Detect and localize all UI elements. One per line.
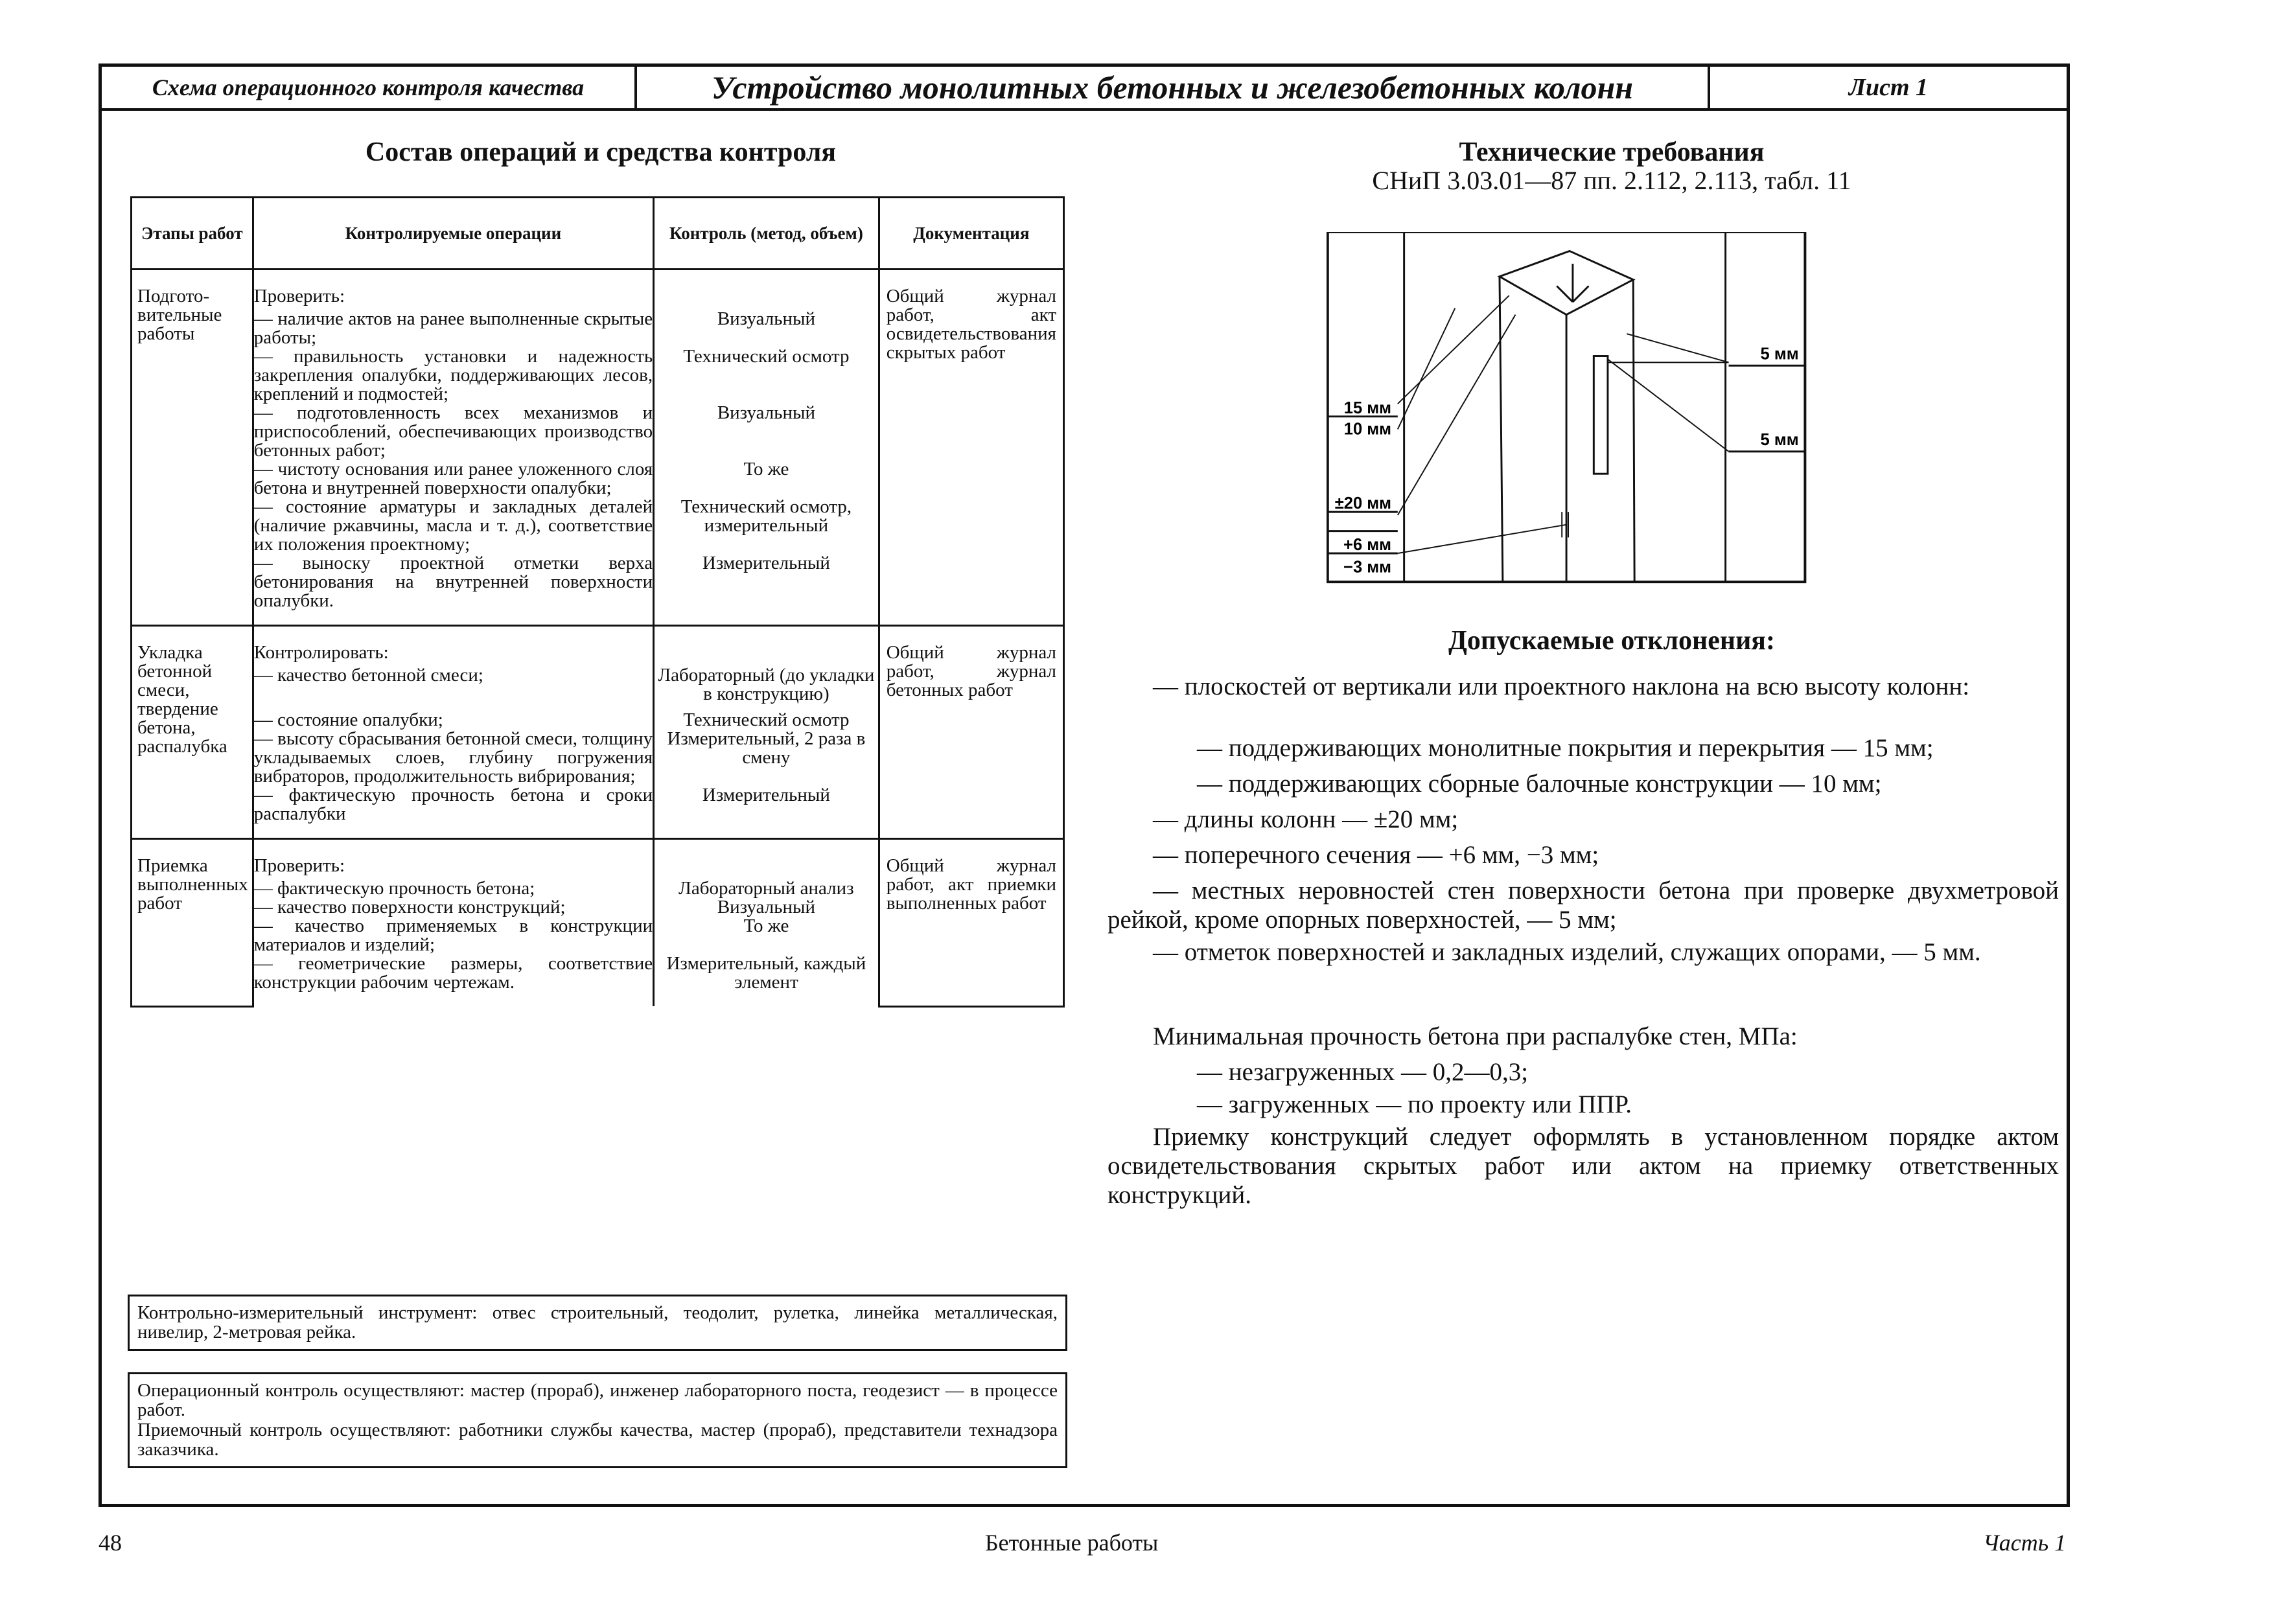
stage-cell: Приемка выполненных работ [132, 839, 253, 1007]
operation-text: — фактическую прочность бетона и сроки распалубки [253, 786, 653, 839]
strength-title: Минимальная прочность бетона при распалубке стен, МПа: [1153, 1022, 1798, 1050]
operation-text: — качество применяемых в конструкции материалов и изделий; [253, 916, 653, 955]
operations-table [130, 196, 1065, 1008]
lead-text: Проверить: [253, 270, 653, 310]
label-15mm: 15 мм [1343, 398, 1391, 417]
label-minus3mm: −3 мм [1343, 558, 1391, 577]
part-label: Часть 1 [1983, 1530, 2067, 1556]
tools-box: Контрольно-измерительный инструмент: отвес строительный, теодолит, рулетка, линейка металлическая, нивелир, 2-метровая рейка. [128, 1295, 1067, 1351]
lead-text: Контролировать: [253, 626, 653, 667]
col-header-operations: Контролируемые операции [253, 198, 653, 270]
control-text: Визуальный [654, 898, 879, 917]
col-header-control: Контроль (метод, объем) [654, 198, 879, 270]
table-header-row [132, 198, 1064, 270]
header-sheet: Лист 1 [1848, 74, 1929, 101]
control-text: Технический осмотр [654, 347, 879, 404]
operation-text: — выноску проектной отметки верха бетонирования на внутренней поверхности опалубки. [253, 554, 653, 626]
table-row [132, 626, 1064, 667]
control-text: Измерительный, каждый элемент [654, 954, 879, 1006]
control-text: Измерительный, 2 раза в смену [654, 730, 879, 786]
page-number: 48 [99, 1530, 122, 1556]
control-text: То же [654, 460, 879, 498]
control-text: Измерительный [654, 786, 879, 839]
control-text: Визуальный [654, 404, 879, 460]
deviation-b: — поддерживающих сборные балочные конструкции — 10 мм; [1197, 770, 1882, 798]
lead-text: Проверить: [253, 839, 653, 880]
operation-text: — чистоту основания или ранее уложенного слоя бетона и внутренней поверхности опалубки; [253, 459, 653, 498]
operation-text: — подготовленность всех механизмов и приспособлений, обеспечивающих производство бетонных работ; [253, 402, 653, 461]
operation-text: — состояние арматуры и закладных деталей (наличие ржавчины, масла и т. д.), соответствие их положения проектному; [253, 496, 653, 555]
column-diagram [1327, 232, 1813, 588]
label-5mm-a: 5 мм [1760, 345, 1799, 363]
deviation-e: — местных неровностей стен поверхности бетона при проверке двухметровой рейкой, кроме опорных поверхностей, — 5 мм; [1107, 877, 2059, 934]
label-5mm-b: 5 мм [1760, 431, 1799, 450]
operation-text: — геометрические размеры, соответствие конструкции рабочим чертежам. [253, 954, 653, 1006]
stage-cell: Укладка бетонной смеси, твердение бетона, распалубка [132, 626, 253, 839]
label-20mm: ±20 мм [1334, 494, 1391, 513]
control-text: Лабораторный (до укладки в конструкцию) [654, 666, 879, 711]
strength-unloaded: — незагруженных — 0,2—0,3; [1197, 1058, 1529, 1086]
table-row [132, 839, 1064, 880]
operation-text: — состояние опалубки; [253, 711, 653, 730]
deviation-f: — отметок поверхностей и закладных изделий, служащих опорами, — 5 мм. [1153, 938, 1981, 966]
control-text: То же [654, 917, 879, 954]
operation-text: — качество бетонной смеси; [253, 666, 653, 711]
doc-cell: Общий журнал работ, журнал бетонных работ [879, 626, 1063, 839]
control-text: Визуальный [654, 310, 879, 347]
operational-control-text: Операционный контроль осуществляют: мастер (прораб), инженер лабораторного поста, геодезист — в процессе работ. [137, 1380, 1058, 1421]
doc-cell: Общий журнал работ, акт приемки выполненных работ [879, 839, 1063, 1007]
control-text: Лабораторный анализ [654, 879, 879, 898]
operation-text: — высоту сбрасывания бетонной смеси, толщину укладываемых слоев, глубину погружения вибраторов, продолжительность вибрирования; [253, 728, 653, 787]
operation-text: — правильность установки и надежность закрепления опалубки, поддерживающих лесов, креплений и подмостей; [253, 346, 653, 404]
deviation-d: — поперечного сечения — +6 мм, −3 мм; [1153, 841, 1599, 869]
operation-text: — наличие актов на ранее выполненные скрытые работы; [253, 308, 653, 348]
acceptance-text: Приемку конструкций следует оформлять в установленном порядке актом освидетельствования скрытых работ или актом на приемку ответственных конструкций. [1107, 1123, 2059, 1209]
col-header-stage: Этапы работ [132, 198, 253, 270]
label-plus6mm: +6 мм [1343, 536, 1391, 555]
table-row [132, 270, 1064, 310]
tech-req-title: Технические требования [1459, 137, 1765, 167]
col-header-docs: Документация [879, 198, 1063, 270]
control-box [128, 1372, 1067, 1468]
deviation-c: — длины колонн — ±20 мм; [1153, 805, 1459, 833]
deviation-a: — поддерживающих монолитные покрытия и перекрытия — 15 мм; [1197, 734, 1934, 762]
acceptance-control-text: Приемочный контроль осуществляют: работники службы качества, мастер (прораб), представители технадзора заказчика. [137, 1419, 1058, 1460]
section-name: Бетонные работы [985, 1530, 1159, 1556]
header-bar [102, 67, 2067, 111]
strength-loaded: — загруженных — по проекту или ППР. [1197, 1090, 1632, 1118]
snip-reference: СНиП 3.03.01—87 пп. 2.112, 2.113, табл. 11 [1372, 166, 1851, 195]
control-text: Технический осмотр [654, 711, 879, 730]
label-10mm: 10 мм [1343, 420, 1391, 439]
page-frame [99, 63, 2070, 1507]
control-text: Измерительный [654, 554, 879, 626]
stage-cell: Подгото-вительные работы [132, 270, 253, 626]
doc-cell: Общий журнал работ, акт освидетельствования скрытых работ [879, 270, 1063, 626]
operation-text: — фактическую прочность бетона; [253, 879, 653, 898]
header-title: Устройство монолитных бетонных и железобетонных колонн [637, 67, 1710, 108]
control-text: Технический осмотр, измерительный [654, 498, 879, 554]
deviations-title: Допускаемые отклонения: [1448, 626, 1775, 656]
operation-text: — качество поверхности конструкций; [253, 898, 653, 917]
deviation-intro: — плоскостей от вертикали или проектного наклона на всю высоту колонн: [1153, 673, 1970, 700]
left-section-title: Состав операций и средства контроля [365, 137, 837, 167]
header-scheme: Схема операционного контроля качества [102, 67, 637, 108]
